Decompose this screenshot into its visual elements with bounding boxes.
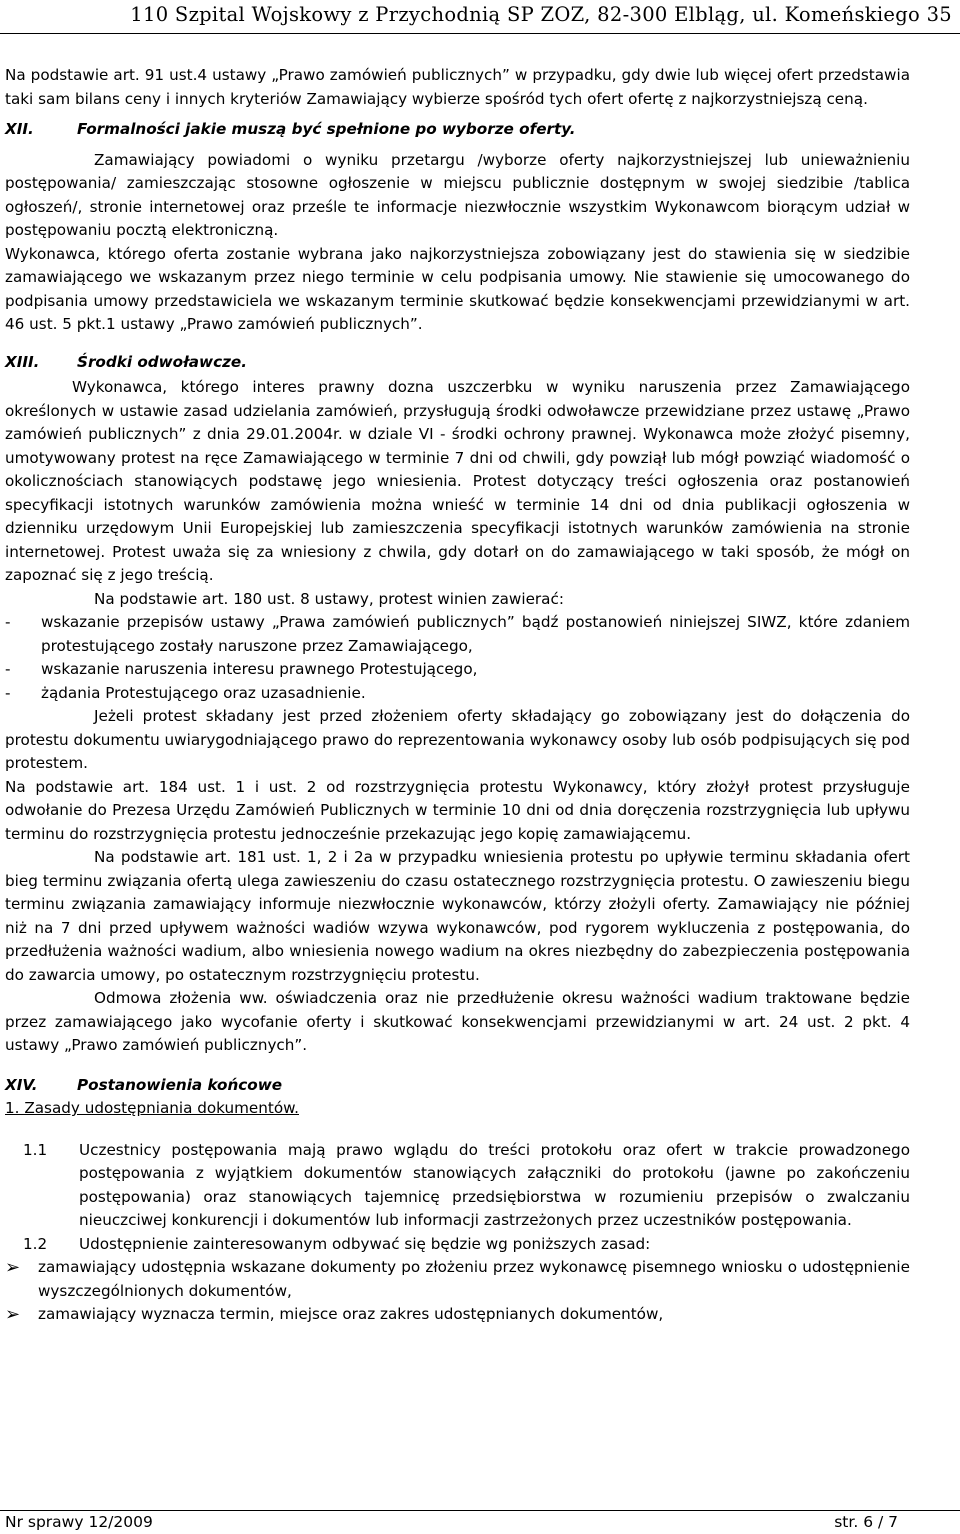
dash-marker: -: [5, 613, 11, 631]
list-item-text: wskazanie przepisów ustawy „Prawa zamówień publicznych” bądź postanowień niniejszej SIWZ, które zdaniem protestującego zostały naruszone przez Zamawiającego,: [41, 613, 910, 655]
item-number: 1.2: [23, 1234, 48, 1253]
list-item-text: wskazanie naruszenia interesu prawnego Protestującego,: [41, 660, 478, 678]
paragraph: Odmowa złożenia ww. oświadczenia oraz nie przedłużenie okresu ważności wadium traktowane będzie przez zamawiającego jako wycofanie oferty i skutkować konsekwencjami przewidzianymi w art. 24 ust. 2 pkt. 4 ustawy „Prawo zamówień publicznych”.: [5, 989, 910, 1054]
item-text: Uczestnicy postępowania mają prawo wglądu do treści protokołu oraz ofert w trakcie prowadzonego postępowania z wyjątkiem dokumentów stanowiących załączniki do protokołu (jawne po zakończeniu postępowania) oraz stanowiących tajemnicę przedsiębiorstwa w rozumieniu przepisów o zwalczaniu nieuczciwej konkurencji i dokumentów lub informacji zastrzeżonych przez uczestników postępowania.: [79, 1140, 910, 1229]
section-number: XIII.: [5, 352, 40, 371]
item-text: Udostępnienie zainteresowanym odbywać się będzie wg poniższych zasad:: [79, 1234, 651, 1253]
list-item: [5, 611, 910, 658]
paragraph: Na podstawie art. 181 ust. 1, 2 i 2a w przypadku wniesienia protestu po upływie terminu składania ofert bieg terminu związania ofertą ulega zawieszeniu do czasu ostatecznego rozstrzygnięcia protestu. O zawieszeniu biegu terminu związania zamawiający informuje niezwłocznie wykonawców, którzy złożyli oferty. Zamawiający nie później niż na 7 dni przed upływem ważności wadiów wzywa wykonawców, pod rygorem wykluczenia z postępowania, do przedłużenia ważności wadium, albo wniesienia nowego wadium na okres niezbędny do zabezpieczenia postępowania do zawarcia umowy, po ostatecznym rozstrzygnięciu protestu.: [5, 848, 910, 984]
dash-marker: -: [5, 660, 11, 678]
dash-marker: -: [5, 683, 11, 702]
list-item: [5, 658, 910, 682]
paragraph: Zamawiający powiadomi o wyniku przetargu /wyborze oferty najkorzystniejszej lub unieważnieniu postępowania/ zamieszczając stosowne ogłoszenie w miejscu publicznie dostępnym w swojej siedzibie /tablica ogłoszeń/, stronie internetowej oraz prześle te informacje niezwłocznie wszystkim Wykonawcom biorącym udział w postępowaniu pocztą elektroniczną.: [5, 150, 910, 239]
list-item: [5, 682, 910, 706]
paragraph: Na podstawie art. 180 ust. 8 ustawy, protest winien zawierać:: [94, 589, 564, 608]
section-number: XII.: [5, 120, 34, 138]
case-number: Nr sprawy 12/2009: [5, 1513, 153, 1531]
paragraph: Wykonawca, którego interes prawny dozna uszczerbku w wyniku naruszenia przez Zamawiającego określonych w ustawie zasad udzielania zamówień, przysługują środki odwoławcze przewidziane przez ustawę „Prawo zamówień publicznych” z dnia 29.01.2004r. w dziale VI - środki ochrony prawnej. Wykonawca może złożyć pisemny, umotywowany protest na ręce Zamawiającego w terminie 7 dni od chwili, gdy powziął lub mógł powziąć wiadomość o okolicznościach stanowiących podstawę jego wniesienia. Protest dotyczący treści ogłoszenia oraz postanowień specyfikacji istotnych warunków zamówienia można wnieść w terminie 14 dni od dnia publikacji ogłoszenia w dzienniku urzędowym Unii Europejskiej lub zamieszczenia specyfikacji istotnych warunków zamówienia na stronie internetowej. Protest uważa się za wniesiony z chwila, gdy dotarł on do zamawiającego w taki sposób, że mógł on zapoznać się z jego treścią.: [5, 378, 910, 584]
section-title: Formalności jakie muszą być spełnione po wyborze oferty.: [77, 120, 576, 138]
page-footer: [0, 1510, 960, 1533]
bullet-text: zamawiający udostępnia wskazane dokumenty po złożeniu przez wykonawcę pisemnego wniosku o udostępnienie wyszczególnionych dokumentów,: [38, 1258, 910, 1300]
page-header: 110 Szpital Wojskowy z Przychodnią SP ZOZ, 82-300 Elbląg, ul. Komeńskiego 35: [0, 0, 960, 34]
section-13-heading: [5, 351, 910, 375]
numbered-item: [23, 1139, 910, 1233]
list-item-text: żądania Protestującego oraz uzasadnienie.: [41, 683, 366, 702]
document-body: [5, 64, 910, 1327]
bullet-item: [5, 1256, 910, 1303]
section-title: Środki odwoławcze.: [77, 352, 247, 371]
paragraph: Jeżeli protest składany jest przed złożeniem oferty składający go zobowiązany jest do dołączenia do protestu dokumentu uwiarygodniającego prawo do reprezentowania wykonawcy osoby lub osób podpisujących się pod protestem.: [5, 707, 910, 772]
intro-paragraph: Na podstawie art. 91 ust.4 ustawy „Prawo zamówień publicznych” w przypadku, gdy dwie lub więcej ofert przedstawia taki sam bilans ceny i innych kryteriów Zamawiający wybierze spośród tych ofert ofertę z najkorzystniejszą ceną.: [5, 66, 910, 108]
item-number: 1.1: [23, 1140, 48, 1159]
arrow-bullet-icon: ➢: [5, 1304, 21, 1325]
arrow-bullet-icon: ➢: [5, 1257, 21, 1278]
section-number: XIV.: [5, 1075, 38, 1094]
page-number: str. 6 / 7: [834, 1513, 898, 1531]
numbered-item: [23, 1233, 910, 1257]
section-title: Postanowienia końcowe: [77, 1075, 283, 1094]
paragraph: Wykonawca, którego oferta zostanie wybrana jako najkorzystniejsza zobowiązany jest do stawienia się w siedzibie zamawiającego we wskazanym przez niego terminie w celu podpisania umowy. Nie stawienie się umocowanego do podpisania umowy przedstawiciela we wskazanym terminie skutkować będzie konsekwencjami przewidzianymi w art. 46 ust. 5 pkt.1 ustawy „Prawo zamówień publicznych”.: [5, 244, 910, 333]
bullet-item: [5, 1303, 910, 1327]
subsection-title: 1. Zasady udostępniania dokumentów.: [5, 1099, 299, 1117]
paragraph: Na podstawie art. 184 ust. 1 i ust. 2 od rozstrzygnięcia protestu Wykonawcy, który złożył protest przysługuje odwołanie do Prezesa Urzędu Zamówień Publicznych w terminie 10 dni od dnia doręczenia rozstrzygnięcia lub upływu terminu do rozstrzygnięcia protestu jednocześnie przekazując jego kopię zamawiającemu.: [5, 777, 910, 843]
bullet-text: zamawiający wyznacza termin, miejsce oraz zakres udostępnianych dokumentów,: [38, 1305, 664, 1323]
section-14-heading: [5, 1074, 910, 1098]
section-12-heading: [5, 118, 910, 142]
